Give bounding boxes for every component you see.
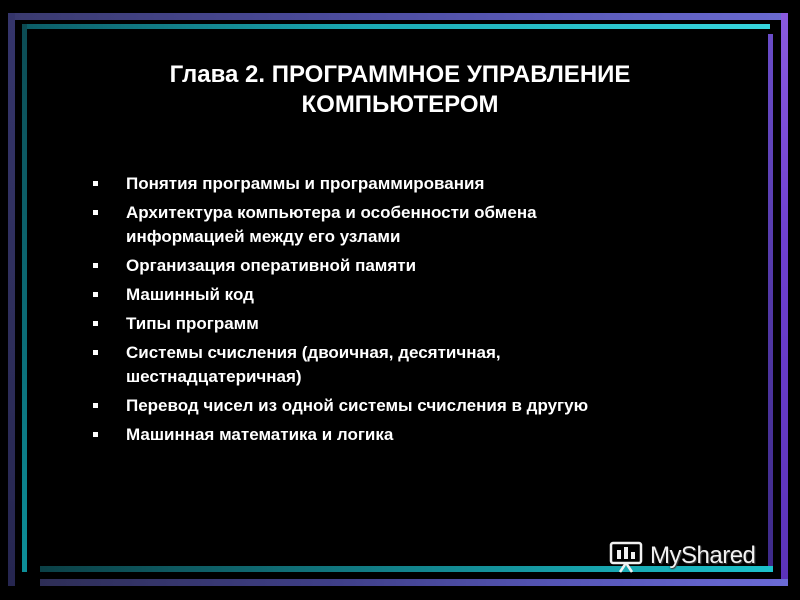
list-item-text: информацией между его узлами <box>126 227 401 246</box>
myshared-watermark[interactable] <box>608 536 755 576</box>
square-bullet-icon <box>93 321 98 326</box>
frame-right-outer-bar <box>781 13 788 586</box>
watermark-text: MyShared <box>650 542 756 569</box>
square-bullet-icon <box>93 403 98 408</box>
list-item-text: Системы счисления (двоичная, десятичная, <box>126 343 501 362</box>
frame-left-outer-bar <box>8 13 15 586</box>
list-item-text: Машинная математика и логика <box>126 425 394 444</box>
square-bullet-icon <box>93 292 98 297</box>
frame-bottom-outer-bar <box>40 579 788 586</box>
list-item-text: Перевод чисел из одной системы счисления в другую <box>126 396 589 415</box>
topic-list <box>90 172 730 452</box>
slide-title <box>60 60 740 120</box>
list-item-text: шестнадцатеричная) <box>126 367 302 386</box>
frame-top-outer-bar <box>8 13 788 20</box>
list-item <box>90 394 730 418</box>
list-item-text: Понятия программы и программирования <box>126 174 485 193</box>
list-item-text: Типы программ <box>126 314 259 333</box>
frame-left-inner-bar <box>22 24 27 572</box>
list-item-text: Архитектура компьютера и особенности обмена <box>126 203 537 222</box>
list-item <box>90 254 730 278</box>
frame-right-inner-bar <box>768 34 773 572</box>
list-item <box>90 312 730 336</box>
list-item <box>90 201 730 249</box>
list-item-text: Машинный код <box>126 285 254 304</box>
square-bullet-icon <box>93 263 98 268</box>
slide-title-line: Глава 2. ПРОГРАММНОЕ УПРАВЛЕНИЕ <box>169 61 631 88</box>
frame-top-inner-bar <box>22 24 770 29</box>
slide-title-line: КОМПЬЮТЕРОМ <box>301 91 499 118</box>
list-item <box>90 172 730 196</box>
square-bullet-icon <box>93 181 98 186</box>
list-item <box>90 423 730 447</box>
square-bullet-icon <box>93 350 98 355</box>
square-bullet-icon <box>93 210 98 215</box>
list-item <box>90 283 730 307</box>
square-bullet-icon <box>93 432 98 437</box>
list-item <box>90 341 730 389</box>
list-item-text: Организация оперативной памяти <box>126 256 417 275</box>
presentation-board-icon <box>608 538 644 574</box>
